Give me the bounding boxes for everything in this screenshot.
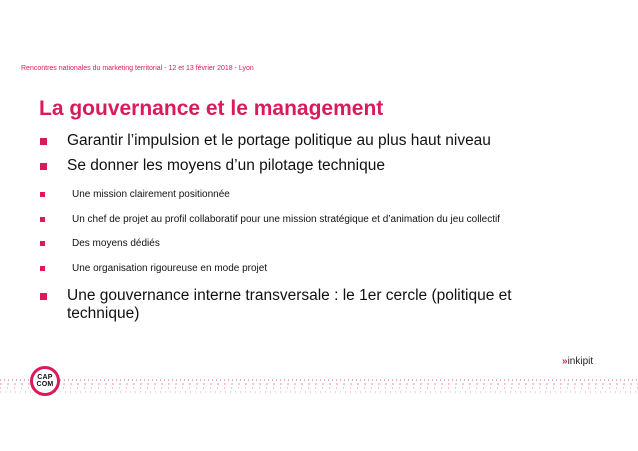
bullet-square-icon <box>40 241 45 246</box>
capcom-logo-line2: COM <box>36 381 54 388</box>
bullet-text: Une mission clairement positionnée <box>72 189 230 200</box>
bullet-item <box>40 287 577 323</box>
bullet-item <box>40 189 230 201</box>
inkipit-chevron-icon: » <box>562 356 568 367</box>
bullet-text: Un chef de projet au profil collaboratif pour une mission stratégique et d’animation du jeu collectif <box>72 214 501 225</box>
bullet-square-icon <box>40 163 47 170</box>
bullet-square-icon <box>40 266 45 271</box>
inkipit-wordmark: inkipit <box>567 356 594 367</box>
inkipit-logo <box>562 356 593 367</box>
bullet-square-icon <box>40 138 47 145</box>
bullet-square-icon <box>40 293 47 300</box>
bullet-text: Garantir l’impulsion et le portage politique au plus haut niveau <box>67 132 491 149</box>
capcom-logo <box>30 366 60 396</box>
bullet-text: Des moyens dédiés <box>72 238 160 249</box>
bullet-text: Se donner les moyens d’un pilotage technique <box>67 157 385 174</box>
bullet-item <box>40 214 500 226</box>
bullet-item <box>40 238 160 250</box>
bullet-item <box>40 263 267 275</box>
decorative-footer-band <box>0 378 638 394</box>
bullet-square-icon <box>40 217 45 222</box>
bullet-text: Une organisation rigoureuse en mode projet <box>72 263 268 274</box>
bullet-text: Une gouvernance interne transversale : le 1er cercle (politique et technique) <box>67 287 512 322</box>
bullet-square-icon <box>40 192 45 197</box>
slide-title: La gouvernance et le management <box>39 97 384 120</box>
capcom-logo-line1: CAP <box>37 374 53 381</box>
bullet-item <box>40 157 385 175</box>
bullet-item <box>40 132 491 150</box>
event-header: Rencontres nationales du marketing territorial - 12 et 13 février 2018 - Lyon <box>21 65 254 72</box>
